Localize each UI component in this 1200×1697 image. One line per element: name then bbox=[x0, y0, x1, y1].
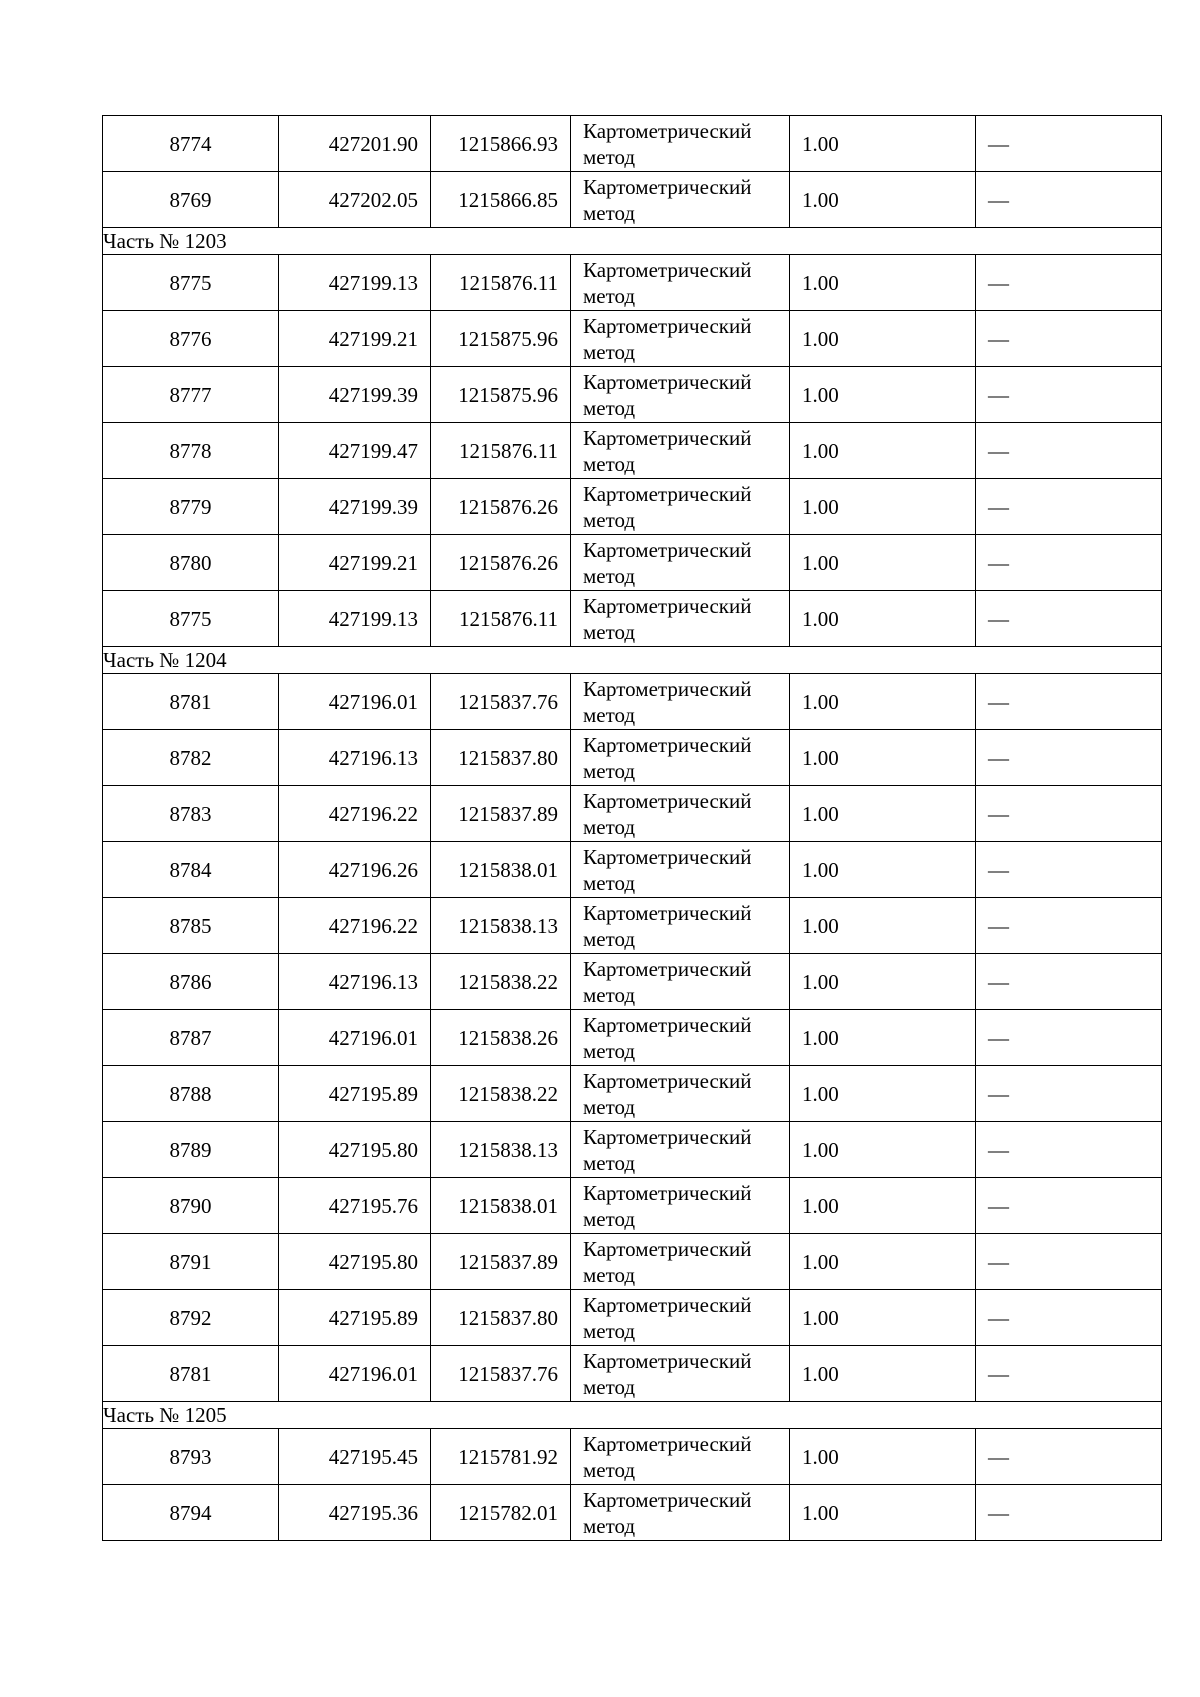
point-number-cell: 8777 bbox=[103, 367, 279, 423]
method-cell bbox=[571, 954, 790, 1010]
y-coordinate-cell: 1215781.92 bbox=[431, 1429, 571, 1485]
description-cell: — bbox=[976, 786, 1162, 842]
x-coordinate-cell: 427202.05 bbox=[279, 172, 431, 228]
x-coordinate-cell: 427195.89 bbox=[279, 1290, 431, 1346]
point-number-cell: 8775 bbox=[103, 591, 279, 647]
method-line-2: метод bbox=[583, 702, 636, 727]
table-row bbox=[103, 954, 1162, 1010]
section-label: Часть № 1205 bbox=[103, 1402, 1162, 1429]
method-line-1: Картометрический bbox=[583, 537, 752, 562]
point-number-cell: 8790 bbox=[103, 1178, 279, 1234]
method-line-2: метод bbox=[583, 563, 636, 588]
method-cell bbox=[571, 1429, 790, 1485]
description-cell: — bbox=[976, 954, 1162, 1010]
table-row bbox=[103, 786, 1162, 842]
x-coordinate-cell: 427196.01 bbox=[279, 1010, 431, 1066]
method-line-1: Картометрический bbox=[583, 369, 752, 394]
method-line-2: метод bbox=[583, 1206, 636, 1231]
x-coordinate-cell: 427199.47 bbox=[279, 423, 431, 479]
y-coordinate-cell: 1215838.13 bbox=[431, 1122, 571, 1178]
method-line-1: Картометрический bbox=[583, 900, 752, 925]
y-coordinate-cell: 1215876.11 bbox=[431, 591, 571, 647]
point-number-cell: 8784 bbox=[103, 842, 279, 898]
point-number-cell: 8781 bbox=[103, 674, 279, 730]
y-coordinate-cell: 1215837.76 bbox=[431, 674, 571, 730]
y-coordinate-cell: 1215782.01 bbox=[431, 1485, 571, 1541]
accuracy-cell: 1.00 bbox=[790, 311, 976, 367]
y-coordinate-cell: 1215837.89 bbox=[431, 786, 571, 842]
method-line-2: метод bbox=[583, 1318, 636, 1343]
y-coordinate-cell: 1215876.26 bbox=[431, 479, 571, 535]
accuracy-cell: 1.00 bbox=[790, 674, 976, 730]
description-cell: — bbox=[976, 1066, 1162, 1122]
method-cell bbox=[571, 423, 790, 479]
method-line-1: Картометрический bbox=[583, 788, 752, 813]
accuracy-cell: 1.00 bbox=[790, 1010, 976, 1066]
accuracy-cell: 1.00 bbox=[790, 172, 976, 228]
x-coordinate-cell: 427201.90 bbox=[279, 116, 431, 172]
table-row bbox=[103, 1485, 1162, 1541]
method-line-1: Картометрический bbox=[583, 593, 752, 618]
description-cell: — bbox=[976, 423, 1162, 479]
method-line-2: метод bbox=[583, 283, 636, 308]
y-coordinate-cell: 1215837.80 bbox=[431, 730, 571, 786]
y-coordinate-cell: 1215876.11 bbox=[431, 255, 571, 311]
point-number-cell: 8788 bbox=[103, 1066, 279, 1122]
table-row bbox=[103, 674, 1162, 730]
accuracy-cell: 1.00 bbox=[790, 1485, 976, 1541]
table-row bbox=[103, 1066, 1162, 1122]
method-line-2: метод bbox=[583, 144, 636, 169]
point-number-cell: 8792 bbox=[103, 1290, 279, 1346]
section-header-row bbox=[103, 647, 1162, 674]
description-cell: — bbox=[976, 674, 1162, 730]
method-line-2: метод bbox=[583, 814, 636, 839]
x-coordinate-cell: 427195.89 bbox=[279, 1066, 431, 1122]
method-line-1: Картометрический bbox=[583, 1124, 752, 1149]
point-number-cell: 8776 bbox=[103, 311, 279, 367]
accuracy-cell: 1.00 bbox=[790, 1122, 976, 1178]
method-line-2: метод bbox=[583, 200, 636, 225]
table-row bbox=[103, 1429, 1162, 1485]
method-cell bbox=[571, 1485, 790, 1541]
accuracy-cell: 1.00 bbox=[790, 1290, 976, 1346]
point-number-cell: 8794 bbox=[103, 1485, 279, 1541]
accuracy-cell: 1.00 bbox=[790, 479, 976, 535]
x-coordinate-cell: 427195.45 bbox=[279, 1429, 431, 1485]
y-coordinate-cell: 1215838.22 bbox=[431, 954, 571, 1010]
table-row bbox=[103, 311, 1162, 367]
x-coordinate-cell: 427199.13 bbox=[279, 255, 431, 311]
method-line-1: Картометрический bbox=[583, 1012, 752, 1037]
y-coordinate-cell: 1215866.85 bbox=[431, 172, 571, 228]
y-coordinate-cell: 1215838.01 bbox=[431, 842, 571, 898]
method-line-1: Картометрический bbox=[583, 118, 752, 143]
table-row bbox=[103, 172, 1162, 228]
coordinates-table bbox=[102, 115, 1162, 1541]
x-coordinate-cell: 427199.13 bbox=[279, 591, 431, 647]
x-coordinate-cell: 427199.39 bbox=[279, 479, 431, 535]
description-cell: — bbox=[976, 116, 1162, 172]
x-coordinate-cell: 427196.22 bbox=[279, 786, 431, 842]
y-coordinate-cell: 1215876.26 bbox=[431, 535, 571, 591]
coordinates-table-body bbox=[103, 116, 1162, 1541]
point-number-cell: 8779 bbox=[103, 479, 279, 535]
method-line-1: Картометрический bbox=[583, 1348, 752, 1373]
accuracy-cell: 1.00 bbox=[790, 535, 976, 591]
table-row bbox=[103, 1234, 1162, 1290]
accuracy-cell: 1.00 bbox=[790, 954, 976, 1010]
method-cell bbox=[571, 311, 790, 367]
description-cell: — bbox=[976, 730, 1162, 786]
x-coordinate-cell: 427195.80 bbox=[279, 1122, 431, 1178]
method-line-1: Картометрический bbox=[583, 174, 752, 199]
method-line-1: Картометрический bbox=[583, 732, 752, 757]
table-row bbox=[103, 535, 1162, 591]
point-number-cell: 8786 bbox=[103, 954, 279, 1010]
x-coordinate-cell: 427195.76 bbox=[279, 1178, 431, 1234]
method-line-1: Картометрический bbox=[583, 1487, 752, 1512]
method-cell bbox=[571, 730, 790, 786]
description-cell: — bbox=[976, 255, 1162, 311]
point-number-cell: 8791 bbox=[103, 1234, 279, 1290]
method-cell bbox=[571, 535, 790, 591]
y-coordinate-cell: 1215837.80 bbox=[431, 1290, 571, 1346]
accuracy-cell: 1.00 bbox=[790, 116, 976, 172]
point-number-cell: 8783 bbox=[103, 786, 279, 842]
table-row bbox=[103, 591, 1162, 647]
method-line-2: метод bbox=[583, 982, 636, 1007]
method-cell bbox=[571, 898, 790, 954]
method-line-2: метод bbox=[583, 1513, 636, 1538]
table-row bbox=[103, 1346, 1162, 1402]
accuracy-cell: 1.00 bbox=[790, 898, 976, 954]
description-cell: — bbox=[976, 1178, 1162, 1234]
method-cell bbox=[571, 1178, 790, 1234]
table-row bbox=[103, 423, 1162, 479]
y-coordinate-cell: 1215875.96 bbox=[431, 367, 571, 423]
accuracy-cell: 1.00 bbox=[790, 1346, 976, 1402]
method-line-1: Картометрический bbox=[583, 956, 752, 981]
description-cell: — bbox=[976, 1290, 1162, 1346]
method-cell bbox=[571, 1290, 790, 1346]
method-line-2: метод bbox=[583, 1457, 636, 1482]
accuracy-cell: 1.00 bbox=[790, 1234, 976, 1290]
method-line-2: метод bbox=[583, 1150, 636, 1175]
method-cell bbox=[571, 1010, 790, 1066]
method-cell bbox=[571, 479, 790, 535]
x-coordinate-cell: 427195.80 bbox=[279, 1234, 431, 1290]
method-line-1: Картометрический bbox=[583, 257, 752, 282]
x-coordinate-cell: 427199.21 bbox=[279, 311, 431, 367]
method-line-1: Картометрический bbox=[583, 1236, 752, 1261]
y-coordinate-cell: 1215837.89 bbox=[431, 1234, 571, 1290]
method-line-2: метод bbox=[583, 339, 636, 364]
description-cell: — bbox=[976, 479, 1162, 535]
method-line-2: метод bbox=[583, 1262, 636, 1287]
description-cell: — bbox=[976, 898, 1162, 954]
table-row bbox=[103, 479, 1162, 535]
accuracy-cell: 1.00 bbox=[790, 367, 976, 423]
description-cell: — bbox=[976, 311, 1162, 367]
method-cell bbox=[571, 255, 790, 311]
y-coordinate-cell: 1215837.76 bbox=[431, 1346, 571, 1402]
method-line-2: метод bbox=[583, 870, 636, 895]
point-number-cell: 8785 bbox=[103, 898, 279, 954]
table-row bbox=[103, 255, 1162, 311]
accuracy-cell: 1.00 bbox=[790, 1178, 976, 1234]
table-row bbox=[103, 1122, 1162, 1178]
method-line-2: метод bbox=[583, 1094, 636, 1119]
y-coordinate-cell: 1215875.96 bbox=[431, 311, 571, 367]
table-row bbox=[103, 898, 1162, 954]
y-coordinate-cell: 1215838.13 bbox=[431, 898, 571, 954]
table-row bbox=[103, 1290, 1162, 1346]
y-coordinate-cell: 1215838.26 bbox=[431, 1010, 571, 1066]
method-cell bbox=[571, 1066, 790, 1122]
method-line-1: Картометрический bbox=[583, 313, 752, 338]
method-cell bbox=[571, 1346, 790, 1402]
x-coordinate-cell: 427196.01 bbox=[279, 674, 431, 730]
y-coordinate-cell: 1215876.11 bbox=[431, 423, 571, 479]
x-coordinate-cell: 427196.13 bbox=[279, 954, 431, 1010]
method-line-1: Картометрический bbox=[583, 676, 752, 701]
method-cell bbox=[571, 591, 790, 647]
table-row bbox=[103, 1010, 1162, 1066]
accuracy-cell: 1.00 bbox=[790, 255, 976, 311]
description-cell: — bbox=[976, 367, 1162, 423]
method-cell bbox=[571, 116, 790, 172]
point-number-cell: 8780 bbox=[103, 535, 279, 591]
description-cell: — bbox=[976, 842, 1162, 898]
point-number-cell: 8787 bbox=[103, 1010, 279, 1066]
x-coordinate-cell: 427196.01 bbox=[279, 1346, 431, 1402]
section-header-row bbox=[103, 1402, 1162, 1429]
accuracy-cell: 1.00 bbox=[790, 1066, 976, 1122]
method-line-1: Картометрический bbox=[583, 1068, 752, 1093]
section-label: Часть № 1203 bbox=[103, 228, 1162, 255]
table-row bbox=[103, 842, 1162, 898]
method-line-1: Картометрический bbox=[583, 1292, 752, 1317]
method-cell bbox=[571, 842, 790, 898]
point-number-cell: 8789 bbox=[103, 1122, 279, 1178]
point-number-cell: 8793 bbox=[103, 1429, 279, 1485]
table-row bbox=[103, 116, 1162, 172]
method-cell bbox=[571, 1234, 790, 1290]
method-line-1: Картометрический bbox=[583, 1431, 752, 1456]
description-cell: — bbox=[976, 1234, 1162, 1290]
description-cell: — bbox=[976, 535, 1162, 591]
method-line-2: метод bbox=[583, 451, 636, 476]
table-row bbox=[103, 367, 1162, 423]
accuracy-cell: 1.00 bbox=[790, 786, 976, 842]
x-coordinate-cell: 427199.21 bbox=[279, 535, 431, 591]
method-line-2: метод bbox=[583, 619, 636, 644]
description-cell: — bbox=[976, 1485, 1162, 1541]
description-cell: — bbox=[976, 1346, 1162, 1402]
x-coordinate-cell: 427195.36 bbox=[279, 1485, 431, 1541]
accuracy-cell: 1.00 bbox=[790, 1429, 976, 1485]
method-line-2: метод bbox=[583, 395, 636, 420]
method-line-1: Картометрический bbox=[583, 425, 752, 450]
method-line-2: метод bbox=[583, 1038, 636, 1063]
point-number-cell: 8775 bbox=[103, 255, 279, 311]
description-cell: — bbox=[976, 172, 1162, 228]
method-cell bbox=[571, 172, 790, 228]
method-cell bbox=[571, 674, 790, 730]
accuracy-cell: 1.00 bbox=[790, 591, 976, 647]
table-row bbox=[103, 1178, 1162, 1234]
section-label: Часть № 1204 bbox=[103, 647, 1162, 674]
accuracy-cell: 1.00 bbox=[790, 842, 976, 898]
description-cell: — bbox=[976, 1429, 1162, 1485]
method-line-1: Картометрический bbox=[583, 1180, 752, 1205]
method-line-1: Картометрический bbox=[583, 481, 752, 506]
description-cell: — bbox=[976, 591, 1162, 647]
accuracy-cell: 1.00 bbox=[790, 423, 976, 479]
y-coordinate-cell: 1215866.93 bbox=[431, 116, 571, 172]
point-number-cell: 8782 bbox=[103, 730, 279, 786]
section-header-row bbox=[103, 228, 1162, 255]
point-number-cell: 8774 bbox=[103, 116, 279, 172]
point-number-cell: 8778 bbox=[103, 423, 279, 479]
point-number-cell: 8781 bbox=[103, 1346, 279, 1402]
description-cell: — bbox=[976, 1122, 1162, 1178]
point-number-cell: 8769 bbox=[103, 172, 279, 228]
method-line-2: метод bbox=[583, 758, 636, 783]
accuracy-cell: 1.00 bbox=[790, 730, 976, 786]
x-coordinate-cell: 427196.22 bbox=[279, 898, 431, 954]
x-coordinate-cell: 427196.26 bbox=[279, 842, 431, 898]
x-coordinate-cell: 427199.39 bbox=[279, 367, 431, 423]
method-line-2: метод bbox=[583, 507, 636, 532]
method-cell bbox=[571, 367, 790, 423]
y-coordinate-cell: 1215838.22 bbox=[431, 1066, 571, 1122]
method-cell bbox=[571, 1122, 790, 1178]
method-cell bbox=[571, 786, 790, 842]
table-row bbox=[103, 730, 1162, 786]
description-cell: — bbox=[976, 1010, 1162, 1066]
y-coordinate-cell: 1215838.01 bbox=[431, 1178, 571, 1234]
method-line-2: метод bbox=[583, 1374, 636, 1399]
method-line-1: Картометрический bbox=[583, 844, 752, 869]
x-coordinate-cell: 427196.13 bbox=[279, 730, 431, 786]
method-line-2: метод bbox=[583, 926, 636, 951]
